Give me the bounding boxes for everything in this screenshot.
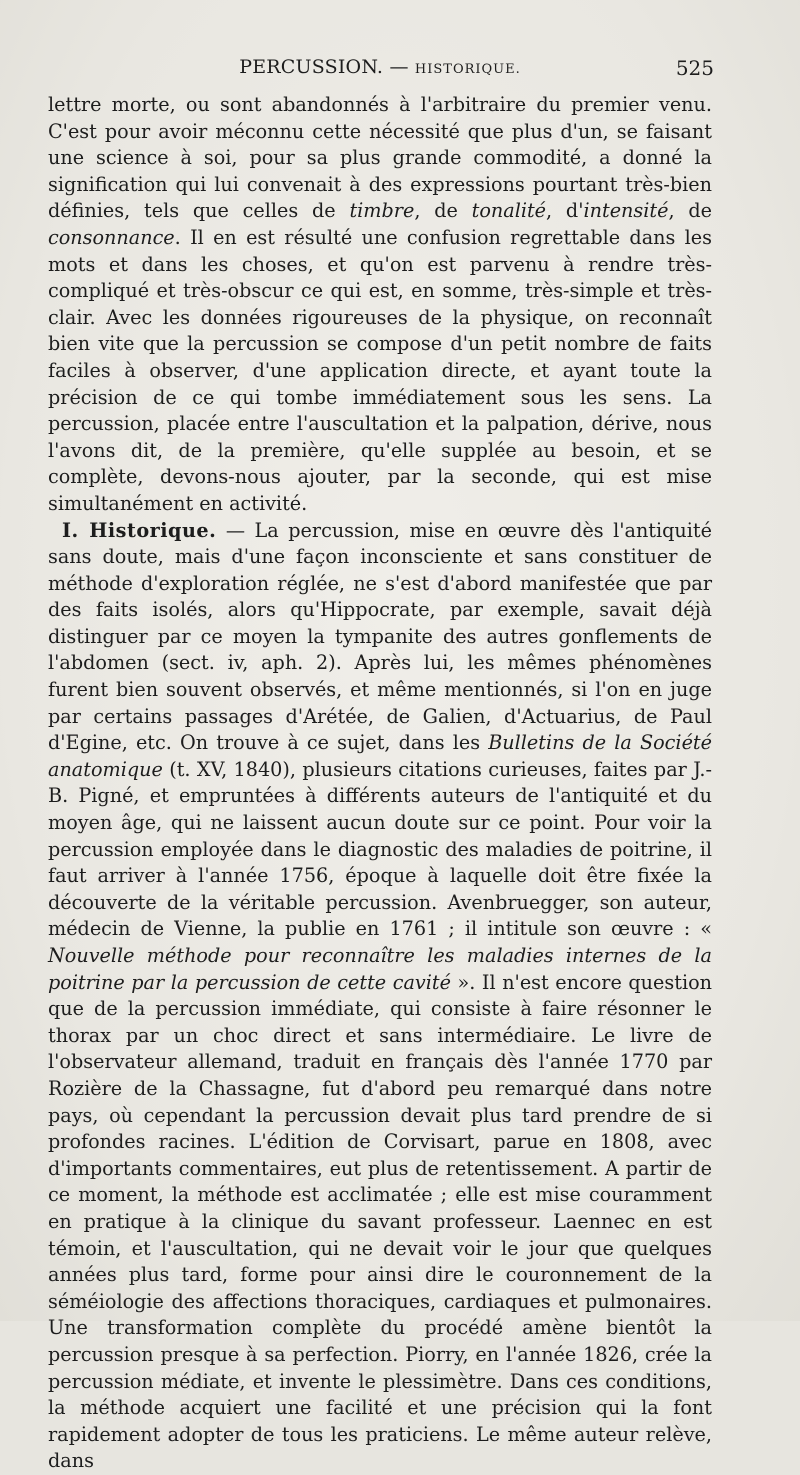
term-intensite: intensité [583,199,669,223]
p1-text-5: . Il en est résulté une confusion regrettable dans les mots et dans les choses, et qu'on est parvenu à rendre très-compliqué et très-obscur ce qui est, en somme, très-simple et très-clair. Avec les données rigoureuses de la physique, on reconnaît bien vite que la percussion se compose d'un petit nombre de faits faciles à observer, d'une application directe, et ayant toute la précision de ce qui tombe immédiatement sous les sens. La percussion, placée entre l'auscultation et la palpation, dérive, nous l'avons dit, de la première, qu'elle supplée au besoin, et se complète, devons-nous ajouter, par la seconde, qui est mise simultanément en activité. [48,225,712,515]
citation-bulletins: Bulletins de la Société anatomique [48,731,712,781]
section-heading-historique: I. Historique. [62,518,217,542]
body-text [48,92,712,1475]
running-title [48,56,712,78]
paragraph-2 [48,518,712,1475]
page-number: 525 [675,56,714,80]
term-tonalite: tonalité [471,199,547,223]
page-header [48,56,712,88]
term-consonnance: consonnance [48,225,175,249]
p1-text-2: , de [414,199,472,223]
p1-text-4: , de [668,199,712,223]
p1-text-3: , d' [546,199,584,223]
running-title-section: HISTORIQUE. [414,62,521,77]
running-title-main: PERCUSSION. [239,56,384,78]
p2-text-1: — La percussion, mise en œuvre dès l'antiquité sans doute, mais d'une façon inconsciente et sans constituer de méthode d'exploration réglée, ne s'est d'abord manifestée que par des faits isolés, alors qu'Hippocrate, par exemple, savait déjà distinguer par ce moyen la tympanite des autres gonflements de l'abdomen (sect. iv, aph. 2). Après lui, les mêmes phénomènes furent bien souvent observés, et même mentionnés, si l'on en juge par certains passages d'Arétée, de Galien, d'Actuarius, de Paul d'Egine, etc. On trouve à ce sujet, dans les [48,518,712,755]
p1-text-1: lettre morte, ou sont abandonnés à l'arbitraire du premier venu. C'est pour avoir méconnu cette nécessité que plus d'un, se faisant une science à soi, pour sa plus grande commodité, a donné la signification qui lui convenait à des expressions pourtant très-bien définies, tels que celles de [48,93,712,223]
p2-text-2: (t. XV, 1840), plusieurs citations curieuses, faites par J.-B. Pigné, et empruntées à différents auteurs de l'antiquité et du moyen âge, qui ne laissent aucun doute sur ce point. Pour voir la percussion employée dans le diagnostic des maladies de poitrine, il faut arriver à l'année 1756, époque à laquelle doit être fixée la découverte de la véritable percussion. Avenbruegger, son auteur, médecin de Vienne, la publie en 1761 ; il intitule son œuvre : « [48,757,712,941]
p2-text-3: ». Il n'est encore question que de la percussion immédiate, qui consiste à faire résonner le thorax par un choc direct et sans intermédiaire. Le livre de l'observateur allemand, traduit en français dès l'année 1770 par Rozière de la Chassagne, fut d'abord peu remarqué dans notre pays, où cependant la percussion devait plus tard prendre de si profondes racines. L'édition de Corvisart, parue en 1808, avec d'importants commentaires, eut plus de retentissement. A partir de ce moment, la méthode est acclimatée ; elle est mise couramment en pratique à la clinique du savant professeur. Laennec en est témoin, et l'auscultation, qui ne devait voir le jour que quelques années plus tard, forme pour ainsi dire le couronnement de la séméiologie des affections thoraciques, cardiaques et pulmonaires. Une transformation complète du procédé amène bientôt la percussion presque à sa perfection. Piorry, en l'année 1826, crée la percussion médiate, et invente le plessimètre. Dans ces conditions, la méthode acquiert une facilité et une précision qui la font rapidement adopter de tous les praticiens. Le même auteur relève, dans [48,970,712,1473]
running-title-dash: — [389,56,409,78]
citation-oeuvre-title: Nouvelle méthode pour reconnaître les maladies internes de la poitrine par la percussion de cette cavité [48,944,712,994]
term-timbre: timbre [349,199,415,223]
paragraph-1 [48,92,712,518]
